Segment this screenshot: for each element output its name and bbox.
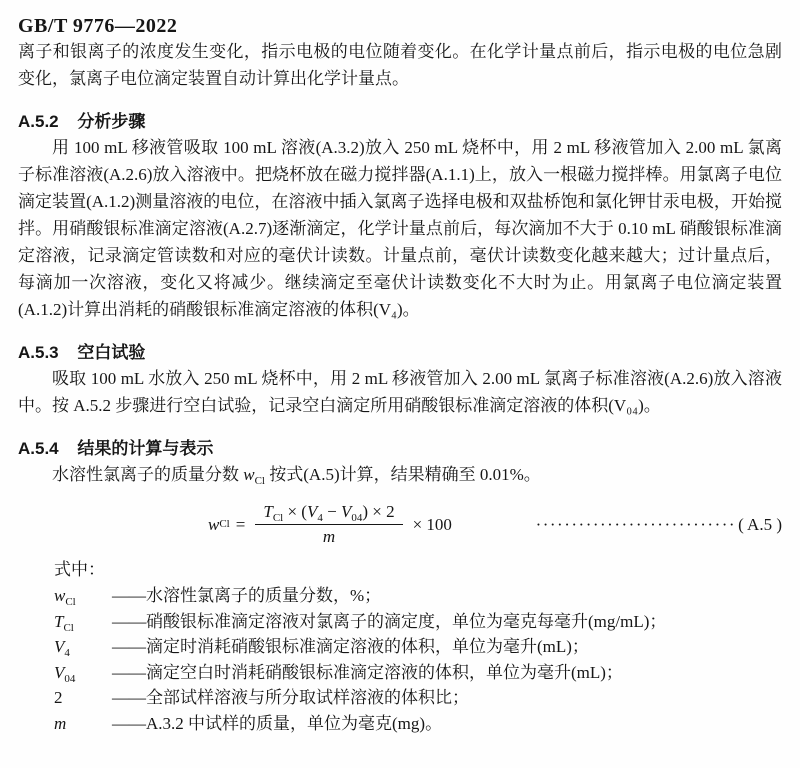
section-heading-a5-3 <box>18 341 782 365</box>
section-heading-a5-4 <box>18 437 782 461</box>
section-title: 空白试验 <box>77 343 146 362</box>
calc-intro-text-end: 按式(A.5)计算，结果精确至 0.01%。 <box>265 465 541 484</box>
symbol-subscript: Cl <box>65 596 76 608</box>
definition-description: ——水溶性氯离子的质量分数，%； <box>112 586 382 605</box>
definition-description: ——滴定空白时消耗硝酸银标准滴定溶液的体积，单位为毫升(mL)； <box>112 662 623 682</box>
var-V04: V <box>340 501 352 521</box>
var-T: T <box>263 501 273 521</box>
symbol-base: 2 <box>54 688 63 707</box>
fraction-denominator: m <box>322 526 336 546</box>
where-label: 式中： <box>54 560 105 579</box>
fraction-numerator <box>255 501 402 525</box>
section-number: A.5.4 <box>18 439 59 458</box>
definition-row-m <box>54 711 782 737</box>
times-two: ) × 2 <box>362 501 395 521</box>
section-heading-a5-2 <box>18 110 782 134</box>
symbol-base: m <box>54 713 67 733</box>
dot-leader: ···························· <box>535 514 737 534</box>
symbol-base: V <box>54 662 65 682</box>
symbol-base: w <box>54 586 66 605</box>
definition-description: ——滴定时消耗硝酸银标准滴定溶液的体积，单位为毫升(mL)； <box>112 637 589 656</box>
definition-description: ——全部试样溶液与所分取试样溶液的体积比； <box>112 688 469 707</box>
definition-symbol <box>54 634 112 660</box>
intro-paragraph: 离子和银离子的浓度发生变化，指示电极的电位随着变化。在化学计量点前后，指示电极的电位急剧变化，氯离子电位滴定装置自动计算出化学计量点。 <box>18 42 782 88</box>
fraction <box>255 501 402 548</box>
equation-number: ( A.5 ) <box>738 514 782 534</box>
definition-symbol <box>54 685 112 711</box>
lhs-variable: w <box>208 514 220 534</box>
variable-w-subscript: Cl <box>254 475 265 487</box>
section-number: A.5.3 <box>18 343 59 362</box>
symbol-base: V <box>54 637 65 656</box>
symbol-subscript: 04 <box>64 672 76 685</box>
definition-symbol <box>54 609 112 635</box>
variable-w: w <box>243 465 255 484</box>
section-title: 结果的计算与表示 <box>77 439 214 458</box>
standard-number-header: GB/T 9776—2022 <box>18 15 178 37</box>
symbol-subscript: 4 <box>64 647 70 659</box>
var-V4: V <box>306 501 318 521</box>
definition-row-tcl <box>54 609 782 635</box>
definition-symbol <box>54 711 112 737</box>
definition-row-2 <box>54 685 782 711</box>
section-paragraph-a5-3: 吸取 100 mL 水放入 250 mL 烧杯中，用 2 mL 移液管加入 2.00 mL 氯离子标准溶液(A.2.6)放入溶液中。按 A.5.2 步骤进行空白试验，记录空白滴定所用硝酸银标准滴定溶液的体积(V₀₄)。 <box>18 369 782 415</box>
equation-a5 <box>18 496 782 552</box>
symbol-base: T <box>54 611 64 631</box>
operator: × ( <box>283 501 307 521</box>
definition-row-wcl <box>54 583 782 609</box>
definition-row-v04 <box>54 660 782 686</box>
var-T-subscript: Cl <box>272 511 284 524</box>
section-title: 分析步骤 <box>77 112 146 131</box>
definition-symbol <box>54 660 112 686</box>
definition-description: ——硝酸银标准滴定溶液对氯离子的滴定度，单位为毫克每毫升(mg/mL)； <box>112 611 667 631</box>
equals-sign: = <box>235 514 246 534</box>
section-number: A.5.2 <box>18 112 59 131</box>
definition-symbol <box>54 583 112 609</box>
equation-expression: w Cl = $\frac{T_{Cl} \times (V_4 - V_{04}) \times 2}{m}$ × 100 <box>208 501 452 546</box>
calculation-intro <box>18 461 782 488</box>
var-V4-subscript: 4 <box>317 511 323 524</box>
minus-operator: − <box>322 501 341 521</box>
definition-description: ——A.3.2 中试样的质量，单位为毫克(mg)。 <box>112 713 443 733</box>
calc-intro-text: 水溶性氯离子的质量分数 <box>52 465 244 484</box>
var-V04-subscript: 04 <box>351 511 363 524</box>
symbol-subscript: Cl <box>63 621 74 634</box>
times-100: × 100 <box>412 514 452 534</box>
definition-row-v4 <box>54 634 782 660</box>
section-paragraph-a5-2: 用 100 mL 移液管吸取 100 mL 溶液(A.3.2)放入 250 mL 烧杯中，用 2 mL 移液管加入 2.00 mL 氯离子标准溶液(A.2.6)放入溶液中。把烧杯放在磁力搅拌器(A.1.1)上，放入一根磁力搅拌棒。用氯离子电位滴定装置(A.1.2)测量溶液的电位，在溶液中插入氯离子选择电极和双盐桥饱和氯化钾甘汞电极，开始搅拌。用硝酸银标准滴定溶液(A.2.7)逐渐滴定，化学计量点前后，每次滴加不大于 0.10 mL 硝酸银标准滴定溶液，记录滴定管读数和对应的毫伏计读数。计量点前，毫伏计读数变化越来越大；过计量点后，每滴加一次溶液，变化又将减少。继续滴定至毫伏计读数变化不大时为止。用氯离子电位滴定装置(A.1.2)计算出消耗的硝酸银标准滴定溶液的体积(V₄)。 <box>18 138 782 319</box>
symbol-definition-list <box>54 583 782 736</box>
